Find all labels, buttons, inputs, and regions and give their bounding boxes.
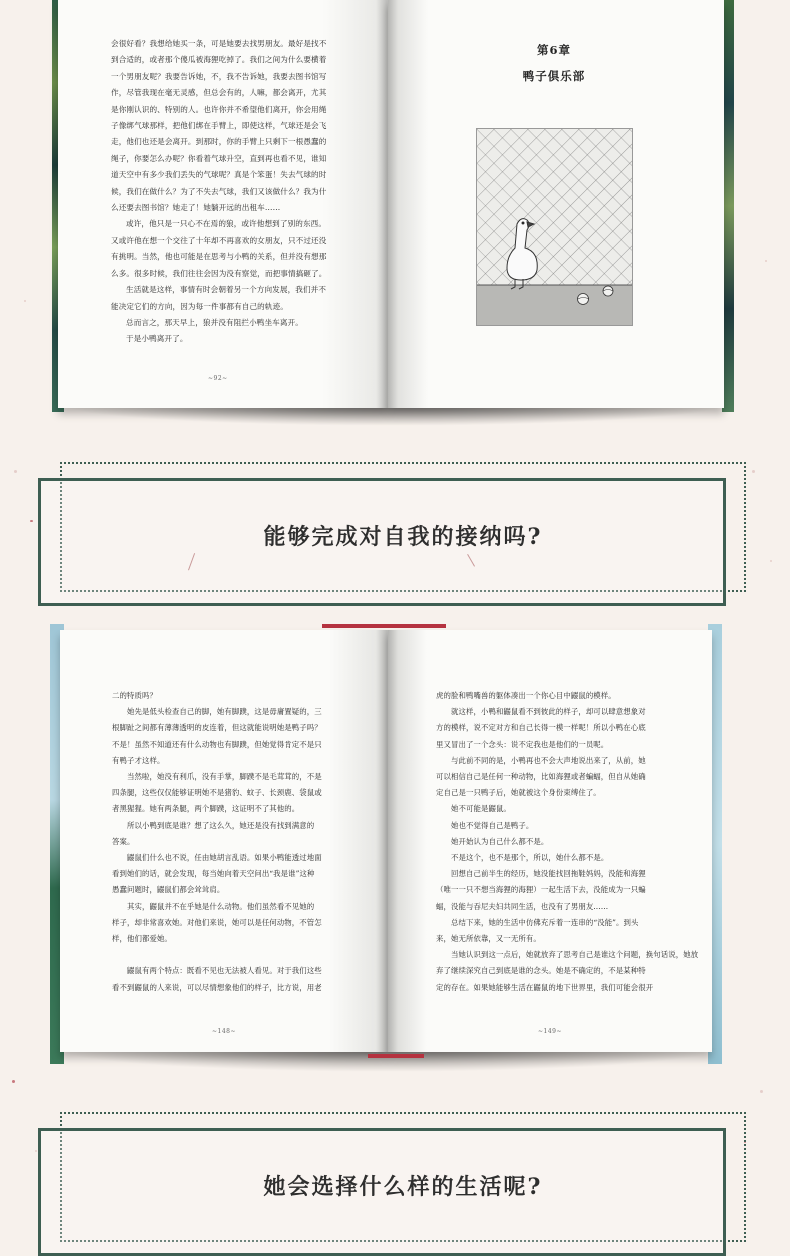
chapter-number: 第6章 [536, 43, 571, 57]
text-line: 生活就是这样，事情有时会朝着另一个方向发展，我们并不 [126, 285, 327, 295]
text-line: 来，她无所依靠，又一无所有。 [436, 934, 541, 944]
text-line: 蝠，没能与吞尼夫妇共同生活，也没有了男朋友…… [436, 901, 609, 911]
text-line: 愚蠢问题时，鼹鼠们都会耸耸肩。 [112, 885, 225, 895]
text-line: 看到她们的话，就会发现，每当她向着天空问出“我是谁”这种 [112, 869, 315, 879]
text-line: 作，尽管我现在毫无灵感，但总会有的，人嘛，都会离开，尤其 [111, 88, 327, 98]
text-line: 总结下来，她的生活中仿佛充斥着一连串的“没能”。到头 [451, 917, 639, 927]
text-line: 是你刚认识的、特别的人。也许你并不希望他们离开，你会用绳 [111, 104, 327, 114]
text-line: 么还要去图书馆？她走了！她躺开远的出租车…… [111, 203, 281, 213]
bookmark-ribbon-bottom [368, 1054, 424, 1058]
text-line: 又或许他在想一个交往了十年却不再喜欢的女朋友，只不过还没 [111, 235, 327, 245]
text-line: 看不到鼹鼠的人来说，可以尽情想象他们的样子，比方说，用老 [112, 982, 322, 992]
text-line: 道天空中有多少我们丢失的气球呢？真是个笨蛋！失去气球的时 [111, 170, 327, 180]
section-heading: 能够完成对自我的接纳吗? [263, 524, 543, 550]
section-heading-frame-2 [38, 1112, 746, 1232]
page-number: ~149~ [538, 1028, 563, 1035]
text-line: 会很好看？我想给她买一条，可是她要去找男朋友。最好是找不 [111, 39, 327, 48]
right-page-text [436, 688, 698, 996]
left-page [58, 0, 388, 408]
text-line: 其实，鼹鼠并不在乎她是什么动物。他们虽然看不见她的 [127, 901, 315, 911]
text-line: 当她认识到这一点后，她就放弃了思考自己是谁这个问题，换句话说，她放 [451, 950, 699, 960]
text-line: 当然啦，她没有利爪，没有手掌，脚蹼不是毛茸茸的，不是 [127, 772, 322, 782]
duck-illustration [476, 128, 633, 326]
text-line: 绳子，你要怎么办呢？你看着气球升空，直到再也看不见，谁知 [111, 153, 327, 163]
text-line: 她也不觉得自己是鸭子。 [451, 820, 534, 830]
text-line: 定自己是一只鸭子后，她就被这个身份束缚住了。 [436, 788, 601, 798]
text-line: 或许，他只是一只心不在焉的狼，或许他想到了别的东西。 [126, 219, 327, 229]
text-line: 定的存在。如果她能够生活在鼹鼠的地下世界里，我们可能会很开 [436, 982, 654, 992]
duck-fence-drawing [477, 129, 632, 325]
open-book-spread-2 [50, 624, 722, 1064]
text-line: 方的模样，说不定对方和自己长得一模一样呢！所以小鸭在心底 [436, 723, 646, 733]
text-line: 样子，却非常喜欢她。对他们来说，她可以是任何动物，不管怎 [112, 917, 322, 927]
text-line: 鼹鼠们什么也不说，任由她胡言乱语。如果小鸭能透过地面 [127, 853, 322, 863]
text-line: 不是！虽然不知道还有什么动物也有脚蹼，但她觉得肯定不是只 [112, 739, 322, 749]
text-line: 她开始认为自己什么都不是。 [451, 836, 549, 846]
section-heading: 她会选择什么样的生活呢? [263, 1174, 543, 1200]
right-page [388, 630, 712, 1052]
text-line: 根脚趾之间都有薄薄透明的皮连着，但这就能说明她是鸭子吗？ [112, 723, 322, 733]
text-line [112, 947, 322, 963]
text-line: 所以小鸭到底是谁？想了这么久，她还是没有找到满意的 [127, 820, 315, 830]
page-number: ~92~ [208, 375, 228, 382]
text-line: 虎的脸和鸭嘴兽的躯体凑出一个你心目中鼹鼠的模样。 [436, 691, 616, 700]
text-line: 者黑猩猩。她有两条腿，两个脚蹼，这证明不了其他的。 [112, 804, 300, 814]
text-line: 就这样，小鸭和鼹鼠看不到彼此的样子，却可以肆意想象对 [451, 707, 646, 717]
left-page [60, 630, 388, 1052]
chapter-title: 鸭子俱乐部 [522, 69, 586, 83]
text-line: 于是小鸭离开了。 [126, 334, 188, 344]
text-line: 子像绑气球那样，把他们绑在手臂上，即使这样，气球还是会飞 [111, 121, 327, 131]
text-line: 不是这个，也不是那个，所以，她什么都不是。 [451, 853, 609, 863]
ball-icon [603, 286, 613, 296]
text-line: 她先是低头检查自己的脚，她有脚蹼，这是毋庸置疑的，三 [127, 707, 322, 717]
text-line: 能决定它们的方向，因为每一件事都有自己的轨迹。 [111, 301, 288, 311]
text-line: 一个男朋友呢？我要告诉她，不，我不告诉她，我要去图书馆写 [111, 71, 327, 81]
text-line: 回想自己前半生的经历，她没能找回拖鞋妈妈，没能和海狸 [451, 869, 646, 879]
text-line: 弃了继续深究自己到底是谁的念头。她是不确定的，不是某种特 [436, 966, 646, 976]
page-number: ~148~ [212, 1028, 237, 1035]
text-line: 候，我们在做什么？为了不失去气球，我们又该做什么？我为什 [111, 186, 327, 196]
text-line: 样，他们都爱她。 [112, 934, 172, 944]
text-line: 可以相信自己是任何一种动物，比如海狸或者蝙蝠，但自从她确 [436, 772, 646, 782]
text-line: 么多。很多时候，我们往往会因为没有察觉，而把事情搞砸了。 [111, 268, 327, 278]
left-page-text [112, 688, 322, 996]
text-line: 与此前不同的是，小鸭再也不会大声地说出来了，从前，她 [451, 755, 646, 765]
bookmark-ribbon [322, 624, 446, 628]
ball-icon [578, 294, 589, 305]
text-line: 鼹鼠有两个特点：既看不见也无法被人看见。对于我们这些 [127, 966, 322, 976]
book-gutter [376, 630, 398, 1052]
text-line: 里又冒出了一个念头：说不定我也是他们的一员呢。 [436, 739, 609, 749]
text-line: 走，他们也还是会离开。到那时，你的手臂上只剩下一根愚蠢的 [111, 137, 327, 147]
text-line: （唯一一只不想当海狸的海狸）一起生活下去，没能成为一只蝙 [436, 885, 646, 895]
text-line: 答案。 [112, 836, 135, 846]
book-gutter [376, 0, 398, 408]
text-line: 二的特质吗？ [112, 691, 157, 700]
text-line: 有挑明。当然，他也可能是在思考与小鸭的关系，但并没有想那 [111, 252, 327, 262]
text-line: 到合适的，或者那个傻瓜被海狸吃掉了。我们之间为什么要横着 [111, 55, 327, 65]
text-line: 有鸭子才这样。 [112, 755, 165, 765]
section-heading-frame-1 [38, 462, 746, 608]
left-page-text [111, 36, 326, 348]
text-line: 总而言之，那天早上，狼并没有阻拦小鸭坐车离开。 [126, 317, 303, 327]
text-line: 她不可能是鼹鼠。 [451, 804, 511, 814]
text-line: 四条腿，这些仅仅能够证明她不是猪豹、蚊子、长颈鹿、袋鼠或 [112, 788, 322, 798]
